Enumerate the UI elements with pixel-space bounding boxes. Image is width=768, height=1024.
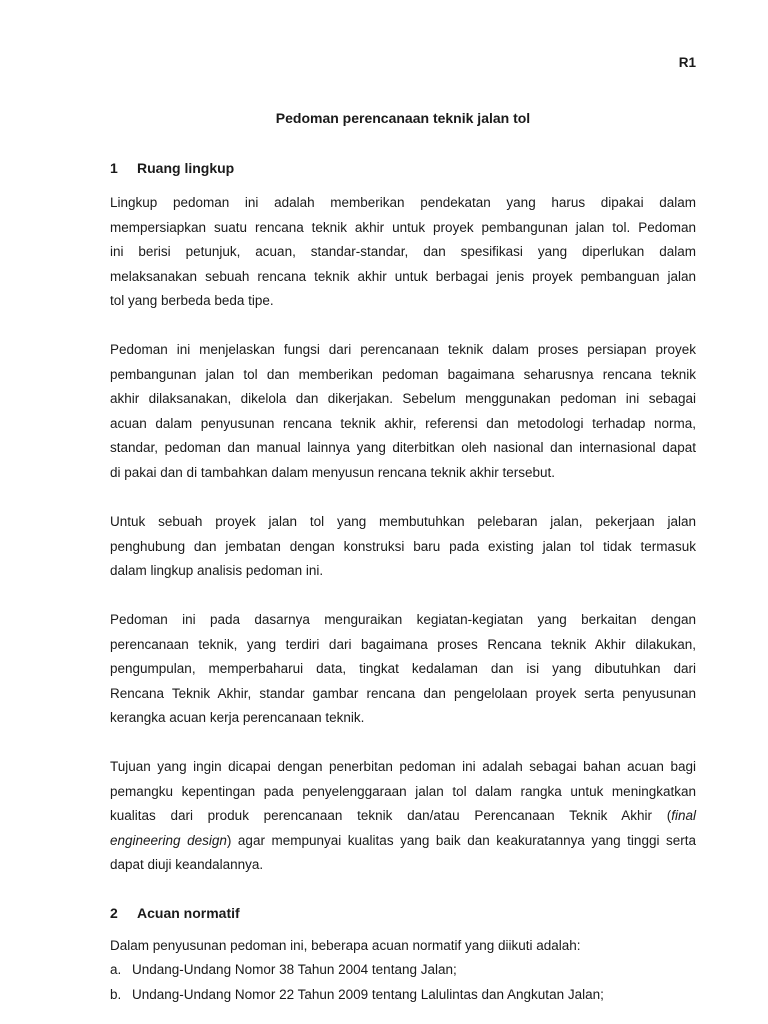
- text-run: kualitas dari produk perencanaan teknik dan/atau Perencanaan Teknik Akhir (: [110, 808, 672, 823]
- text-line: [110, 829, 696, 854]
- text-line: dapat diuji keandalannya.: [110, 857, 264, 872]
- text-line: pembangunan jalan tol dan memberikan pedoman bagaimana seharusnya rencana teknik: [110, 366, 696, 382]
- paragraph-scope-4: [110, 608, 696, 731]
- text-line: mempersiapkan suatu rencana teknik akhir untuk proyek pembangunan jalan tol. Pedoman: [110, 219, 696, 235]
- list-item-text: Undang-Undang Nomor 38 Tahun 2004 tentang Jalan;: [132, 962, 457, 977]
- paragraph-scope-3: [110, 510, 696, 584]
- text-line: standar, pedoman dan manual lainnya yang diterbitkan oleh nasional dan internasional dapat: [110, 440, 696, 455]
- paragraph-scope-5: [110, 755, 696, 878]
- text-line: Untuk sebuah proyek jalan tol yang membutuhkan pelebaran jalan, pekerjaan jalan: [110, 514, 696, 529]
- section-heading-1: [110, 160, 234, 176]
- text-line: Rencana Teknik Akhir, standar gambar rencana dan pengelolaan proyek serta penyusunan: [110, 685, 696, 701]
- normative-intro: Dalam penyusunan pedoman ini, beberapa acuan normatif yang diikuti adalah:: [110, 938, 581, 953]
- section-title: Ruang lingkup: [137, 160, 235, 176]
- text-line: kerangka acuan kerja perencanaan teknik.: [110, 710, 365, 725]
- list-item: [110, 958, 457, 983]
- text-line: pemangku kepentingan pada penyelenggaraan jalan tol dalam rangka untuk meningkatkan: [110, 783, 696, 799]
- list-marker: a.: [110, 962, 122, 977]
- text-line: [110, 804, 696, 829]
- section-title: Acuan normatif: [137, 905, 240, 921]
- text-run: ) agar mempunyai kualitas yang baik dan keakuratannya yang tinggi serta: [226, 832, 697, 848]
- text-line: perencanaan teknik, yang terdiri dari bagaimana proses Rencana teknik Akhir dilakukan,: [110, 636, 696, 652]
- text-line: penghubung dan jembatan dengan konstruksi baru pada existing jalan tol tidak termasuk: [110, 538, 696, 554]
- list-marker: b.: [110, 987, 122, 1002]
- text-line: akhir dilaksanakan, dikelola dan dikerjakan. Sebelum menggunakan pedoman ini sebagai: [110, 391, 696, 406]
- document-title: Pedoman perencanaan teknik jalan tol: [275, 110, 531, 126]
- text-line: dalam lingkup analisis pedoman ini.: [110, 563, 324, 578]
- list-item-text: Undang-Undang Nomor 22 Tahun 2009 tentang Lalulintas dan Angkutan Jalan;: [132, 987, 604, 1002]
- italic-term: final: [671, 808, 696, 823]
- text-line: acuan dalam penyusunan rencana teknik akhir, referensi dan metodologi terhadap norma,: [110, 415, 696, 431]
- section-number: 2: [110, 905, 118, 921]
- italic-term: engineering design: [110, 832, 227, 848]
- text-line: di pakai dan di tambahkan dalam menyusun rencana teknik akhir tersebut.: [110, 464, 556, 480]
- text-line: Pedoman ini menjelaskan fungsi dari perencanaan teknik dalam proses persiapan proyek: [110, 342, 696, 357]
- text-line: ini berisi petunjuk, acuan, standar-standar, dan spesifikasi yang diperlukan dalam: [110, 244, 696, 259]
- text-line: tol yang berbeda beda tipe.: [110, 293, 274, 308]
- text-line: melaksanakan sebuah rencana teknik akhir untuk berbagai jenis proyek pembanguan jalan: [110, 268, 696, 284]
- text-line: Tujuan yang ingin dicapai dengan penerbitan pedoman ini adalah sebagai bahan acuan bagi: [110, 759, 696, 774]
- page-code: R1: [678, 55, 696, 70]
- text-line: pengumpulan, memperbaharui data, tingkat kedalaman dan isi yang dibutuhkan dari: [110, 661, 696, 676]
- list-item: [110, 983, 604, 1008]
- section-number: 1: [110, 160, 118, 176]
- section-heading-2: [110, 905, 240, 921]
- paragraph-scope-1: [110, 191, 696, 314]
- text-line: Pedoman ini pada dasarnya menguraikan kegiatan-kegiatan yang berkaitan dengan: [110, 612, 696, 627]
- text-line: Lingkup pedoman ini adalah memberikan pendekatan yang harus dipakai dalam: [110, 195, 696, 210]
- paragraph-scope-2: [110, 338, 696, 485]
